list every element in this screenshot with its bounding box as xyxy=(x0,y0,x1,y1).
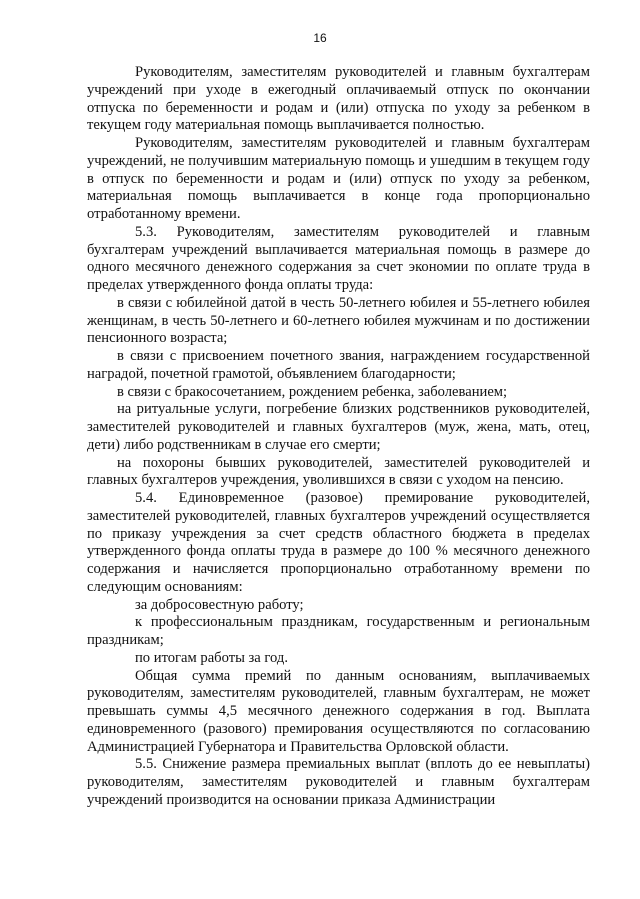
list-item-funeral-relatives: на ритуальные услуги, погребение близких родственников руководителей, заместителей руководителей и главных бухгалтеров (муж, жена, мать, отец, дети) либо родственникам в случае его смерти; xyxy=(87,401,590,453)
list-item-conscientious-work: за добросовестную работу; xyxy=(135,596,304,613)
list-item-holidays: к профессиональным праздникам, государственным и региональным праздникам; xyxy=(87,614,590,648)
page-number: 16 xyxy=(313,31,327,45)
clause-5-4: 5.4. Единовременное (разовое) премирование руководителей, заместителей руководителей, главных бухгалтеров учреждений осуществляется по приказу учреждения за счет средств областного бюджета в пределах утвержденного фонда оплаты труда в размере до 100 % месячного денежного содержания и начисляется пропорционально отработанному времени по следующим основаниям: xyxy=(87,490,590,595)
clause-5-5: 5.5. Снижение размера премиальных выплат (вплоть до ее невыплаты) руководителям, заместителям руководителей и главным бухгалтерам учреждений производится на основании приказа Администрации xyxy=(87,756,590,808)
list-item-funeral-former: на похороны бывших руководителей, заместителей руководителей и главных бухгалтеров учреждения, уволившихся в связи с уходом на пенсию. xyxy=(87,454,590,489)
clause-5-3: 5.3. Руководителям, заместителям руководителей и главным бухгалтерам учреждений выплачивается материальная помощь в размере до одного месячного денежного содержания за счет экономии по оплате труда в пределах утвержденного фонда оплаты труда: xyxy=(87,223,590,293)
list-item-anniversary: в связи с юбилейной датой в честь 50-летнего юбилея и 55-летнего юбилея женщинам, в честь 50-летнего и 60-летнего юбилея мужчинам и по достижении пенсионного возраста; xyxy=(87,294,590,347)
paragraph-maternity-leave-full: Руководителям, заместителям руководителей и главным бухгалтерам учреждений при уходе в ежегодный оплачиваемый отпуск по окончании отпуска по беременности и родам и (или) отпуска по уходу за ребенком в текущем году материальная помощь выплачивается полностью. xyxy=(87,64,590,134)
list-item-honorary-title: в связи с присвоением почетного звания, награждением государственной наградой, почетной грамотой, объявлением благодарности; xyxy=(87,348,590,382)
list-item-marriage: в связи с бракосочетанием, рождением ребенка, заболеванием; xyxy=(117,383,508,400)
document-body xyxy=(87,64,590,810)
list-item-year-results: по итогам работы за год. xyxy=(135,649,288,666)
paragraph-bonus-limit: Общая сумма премий по данным основаниям, выплачиваемых руководителям, заместителям руководителей, главным бухгалтерам, не может превышать суммы 4,5 месячного денежного содержания в год. Выплата единовременного (разового) премирования осуществляются по согласованию Администрацией Губернатора и Правительства Орловской области. xyxy=(87,667,590,755)
paragraph-maternity-leave-proportional: Руководителям, заместителям руководителей и главным бухгалтерам учреждений, не получившим материальную помощь и ушедшим в текущем году в отпуск по беременности и родам и (или) отпуск по уходу за ребенком, материальная помощь выплачивается в конце года пропорционально отработанному времени. xyxy=(87,135,590,222)
